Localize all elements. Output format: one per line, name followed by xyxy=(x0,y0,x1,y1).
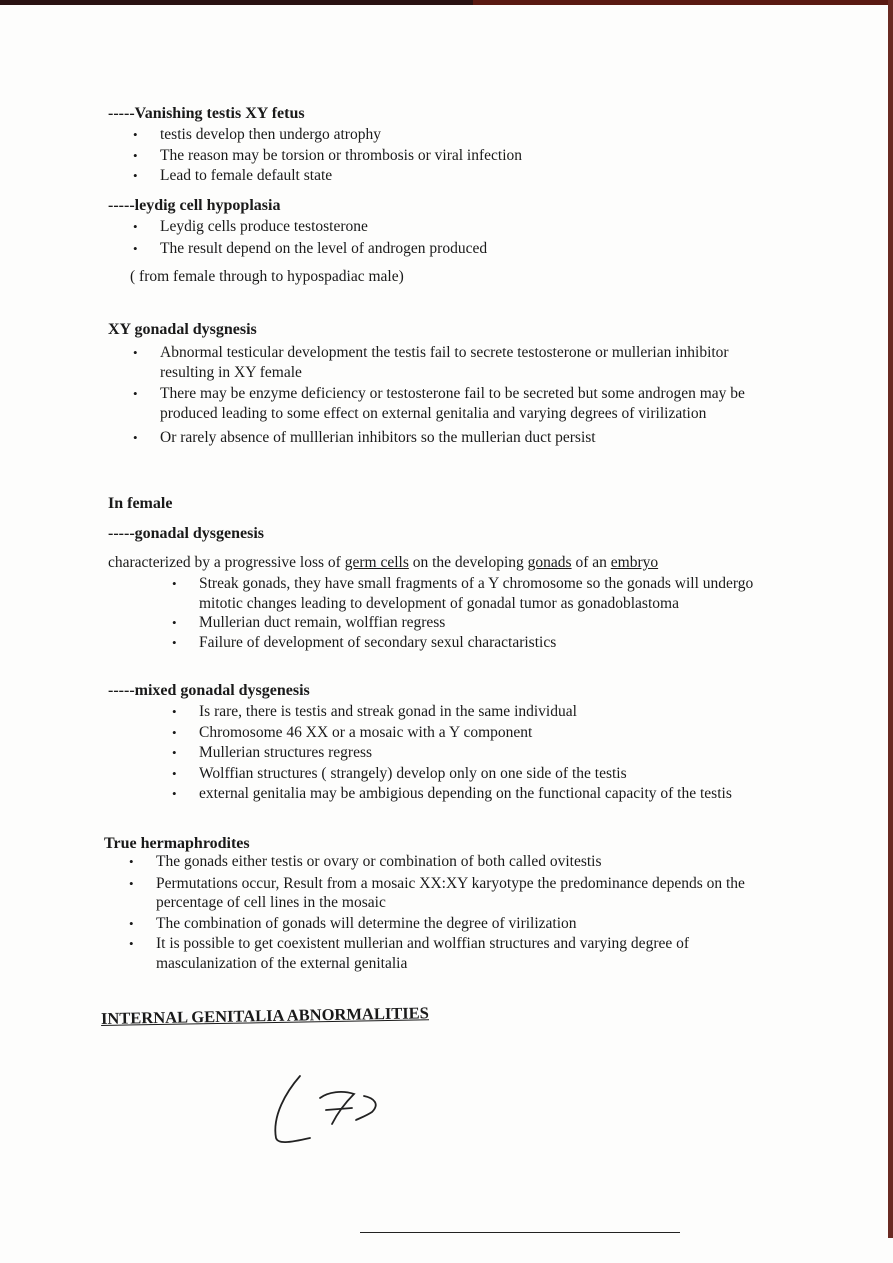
list-item: • The result depend on the level of androgen produced xyxy=(160,239,760,259)
list-item: • The reason may be torsion or thrombosis or viral infection xyxy=(160,146,760,166)
page-number xyxy=(268,1068,388,1153)
list-item: • Permutations occur, Result from a mosaic XX:XY karyotype the predominance depends on the percentage of cell lines in the mosaic xyxy=(156,874,771,913)
in-female-heading: In female xyxy=(108,495,173,512)
list-item: • The combination of gonads will determine the degree of virilization xyxy=(156,914,771,934)
gonadal-dysgenesis-list xyxy=(199,574,769,652)
mixed-gonadal-heading: -----mixed gonadal dysgenesis xyxy=(108,682,310,699)
leydig-note: ( from female through to hypospadiac male) xyxy=(130,268,404,285)
handwritten-page-number-icon xyxy=(268,1068,388,1148)
list-item: • Failure of development of secondary sexul charactaristics xyxy=(199,633,769,653)
true-hermaphrodites-heading: True hermaphrodites xyxy=(104,835,250,852)
gonadal-dysgenesis-definition: characterized by a progressive loss of germ cells on the developing gonads of an embryo xyxy=(108,554,659,571)
list-item: • Mullerian duct remain, wolffian regress xyxy=(199,613,769,633)
list-item: • Or rarely absence of mulllerian inhibitors so the mullerian duct persist xyxy=(160,428,770,448)
list-item: • The gonads either testis or ovary or combination of both called ovitestis xyxy=(156,852,771,872)
xy-gonadal-list xyxy=(160,343,770,448)
list-item: • Wolffian structures ( strangely) develop only on one side of the testis xyxy=(199,764,769,784)
list-item: • It is possible to get coexistent mullerian and wolffian structures and varying degree of masculanization of the external genitalia xyxy=(156,934,771,973)
list-item: • Mullerian structures regress xyxy=(199,743,769,763)
mixed-gonadal-list xyxy=(199,702,769,804)
embryo-link[interactable]: embryo xyxy=(610,554,659,571)
list-item: • Lead to female default state xyxy=(160,166,760,186)
list-item: • Chromosome 46 XX or a mosaic with a Y component xyxy=(199,723,769,743)
list-item: • external genitalia may be ambigious depending on the functional capacity of the testis xyxy=(199,784,769,804)
list-item: • Streak gonads, they have small fragments of a Y chromosome so the gonads will undergo mitotic changes leading to development of gonadal tumor as gonadoblastoma xyxy=(199,574,769,613)
true-hermaphrodites-list xyxy=(156,852,771,973)
vanishing-testis-heading: -----Vanishing testis XY fetus xyxy=(108,105,305,122)
list-item: • Leydig cells produce testosterone xyxy=(160,217,760,237)
vanishing-testis-list xyxy=(160,125,760,186)
gonadal-dysgenesis-heading: -----gonadal dysgenesis xyxy=(108,525,265,542)
leydig-heading: -----leydig cell hypoplasia xyxy=(108,197,281,214)
xy-gonadal-heading: XY gonadal dysgnesis xyxy=(108,321,257,338)
list-item: • Abnormal testicular development the testis fail to secrete testosterone or mullerian inhibitor resulting in XY female xyxy=(160,343,770,382)
leydig-list xyxy=(160,217,760,258)
gonads-link[interactable]: gonads xyxy=(527,554,572,571)
germ-cells-link[interactable]: germ cells xyxy=(344,554,409,571)
list-item: • Is rare, there is testis and streak gonad in the same individual xyxy=(199,702,769,722)
list-item: • There may be enzyme deficiency or testosterone fail to be secreted but some androgen may be produced leading to some effect on external genitalia and varying degrees of virilization xyxy=(160,384,770,423)
internal-genitalia-title: INTERNAL GENITALIA ABNORMALITIES xyxy=(100,1003,430,1028)
list-item: • testis develop then undergo atrophy xyxy=(160,125,760,145)
